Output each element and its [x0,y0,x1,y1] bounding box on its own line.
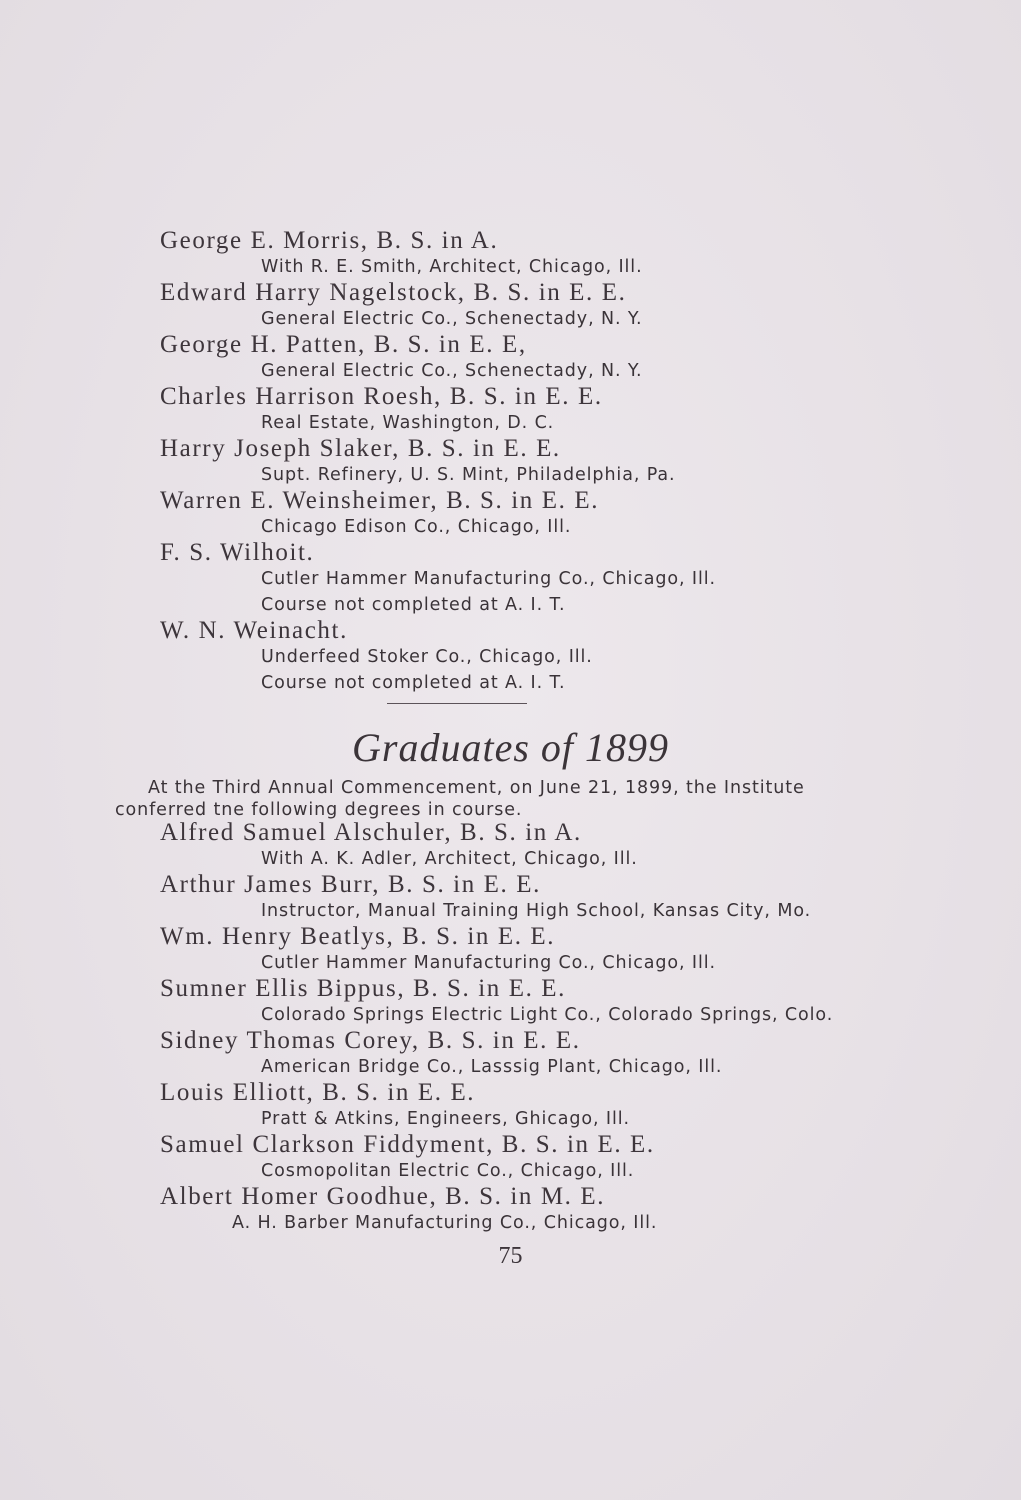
graduate-position: American Bridge Co., Lasssig Plant, Chicago, Ill. [261,1057,723,1077]
graduate-position: Cutler Hammer Manufacturing Co., Chicago, Ill. [261,569,716,589]
graduate-position: With R. E. Smith, Architect, Chicago, Ill. [261,257,643,277]
graduate-name: George H. Patten, B. S. in E. E, [160,331,527,358]
graduate-position: Underfeed Stoker Co., Chicago, Ill. [261,647,593,667]
section-divider [387,703,527,704]
section-title: Graduates of 1899 [352,725,669,770]
graduate-note: Course not completed at A. I. T. [261,673,566,693]
graduate-position: Cutler Hammer Manufacturing Co., Chicago, Ill. [261,953,716,973]
graduate-position: Chicago Edison Co., Chicago, Ill. [261,517,572,537]
graduate-position: With A. K. Adler, Architect, Chicago, Ill. [261,849,638,869]
graduate-name: F. S. Wilhoit. [160,539,315,566]
graduate-name: Samuel Clarkson Fiddyment, B. S. in E. E. [160,1131,655,1158]
graduate-name: Harry Joseph Slaker, B. S. in E. E. [160,435,561,462]
graduate-name: Sumner Ellis Bippus, B. S. in E. E. [160,975,567,1002]
graduate-name: Louis Elliott, B. S. in E. E. [160,1079,476,1106]
graduate-name: Arthur James Burr, B. S. in E. E. [160,871,541,898]
graduate-name: Charles Harrison Roesh, B. S. in E. E. [160,383,603,410]
graduate-position: General Electric Co., Schenectady, N. Y. [261,309,643,329]
graduate-name: Edward Harry Nagelstock, B. S. in E. E. [160,279,627,306]
graduate-name: George E. Morris, B. S. in A. [160,227,499,254]
graduate-note: Course not completed at A. I. T. [261,595,566,615]
graduate-name: Albert Homer Goodhue, B. S. in M. E. [160,1183,606,1210]
graduate-name: W. N. Weinacht. [160,617,348,644]
graduate-list-1899 [160,820,920,1236]
graduate-list-1898 [160,228,920,696]
graduate-name: Sidney Thomas Corey, B. S. in E. E. [160,1027,581,1054]
page-number: 75 [498,1243,523,1269]
graduate-position: General Electric Co., Schenectady, N. Y. [261,361,643,381]
graduate-name: Wm. Henry Beatlys, B. S. in E. E. [160,923,556,950]
graduate-position: Instructor, Manual Training High School, Kansas City, Mo. [261,901,812,921]
graduate-position: A. H. Barber Manufacturing Co., Chicago, Ill. [232,1213,658,1233]
graduate-position: Supt. Refinery, U. S. Mint, Philadelphia, Pa. [261,465,676,485]
graduate-name: Warren E. Weinsheimer, B. S. in E. E. [160,487,600,514]
graduate-position: Pratt & Atkins, Engineers, Ghicago, Ill. [261,1109,630,1129]
graduate-position: Cosmopolitan Electric Co., Chicago, Ill. [261,1161,635,1181]
graduate-position: Real Estate, Washington, D. C. [261,413,555,433]
intro-paragraph: At the Third Annual Commencement, on June 21, 1899, the Institute conferred tne following degrees in course. [115,778,805,820]
graduate-name: Alfred Samuel Alschuler, B. S. in A. [160,819,582,846]
graduate-position: Colorado Springs Electric Light Co., Colorado Springs, Colo. [261,1005,834,1025]
